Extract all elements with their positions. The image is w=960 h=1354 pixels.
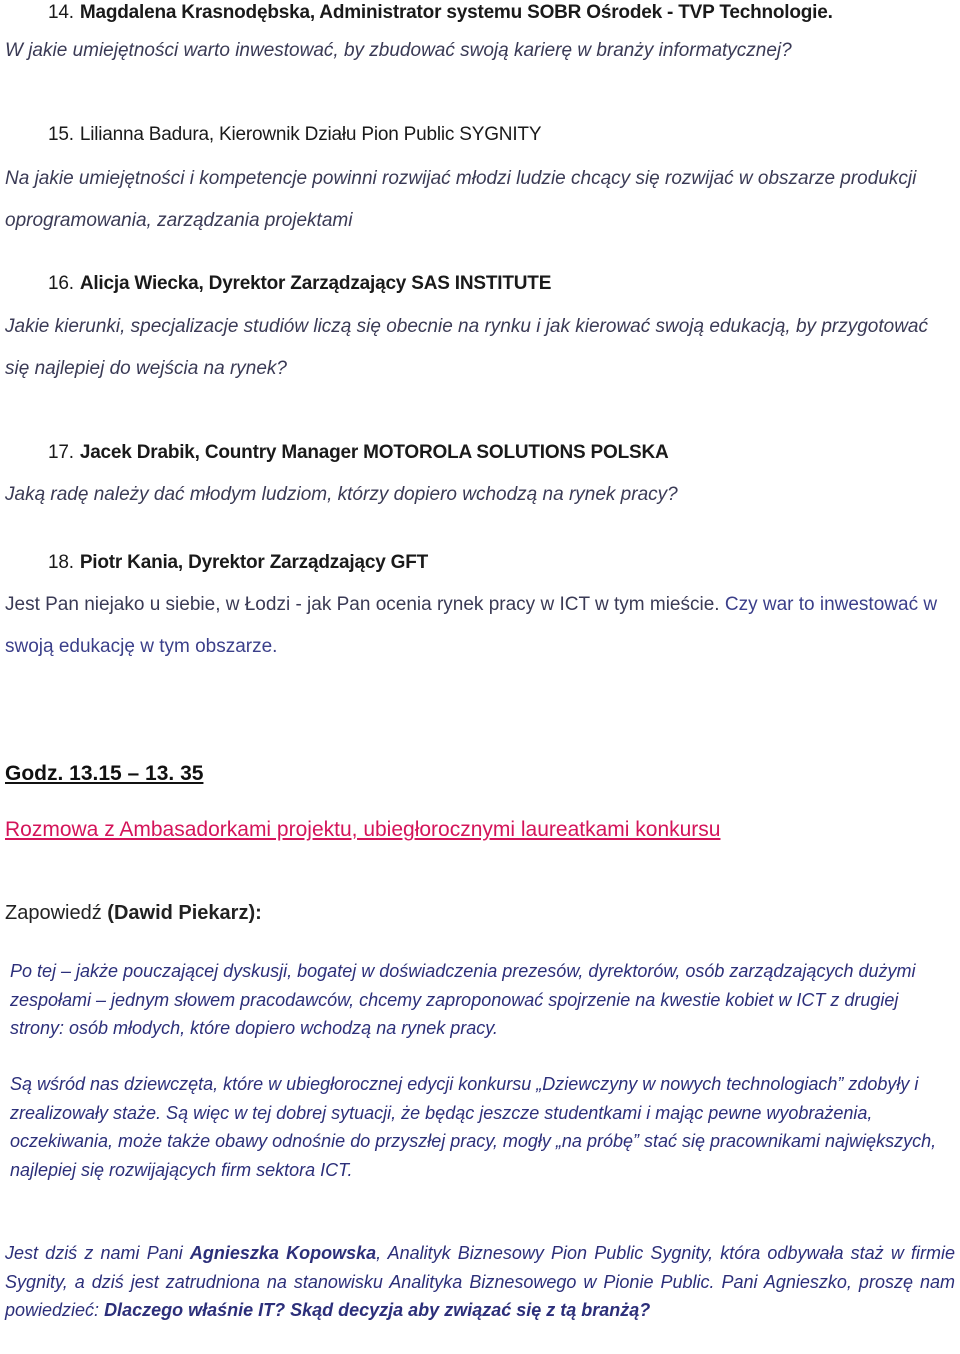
item-16-title [48, 273, 551, 295]
session-time: Godz. 13.15 – 13. 35 [5, 762, 204, 785]
item-14-question: W jakie umiejętności warto inwestować, by zbudować swoją karierę w branży informatycznej? [5, 40, 792, 61]
item-18-speaker: Piotr Kania, Dyrektor Zarządzający GFT [79, 552, 429, 573]
session-paragraph-2: Są wśród nas dziewczęta, które w ubiegłorocznej edycji konkursu „Dziewczyny w nowych technologiach” zdobyły i zrealizowały staże. Są więc w tej dobrej sytuacji, że będąc jeszcze studentkami i mając pewne wyobrażenia, oczekiwania, może także obawy odnośnie do przyszłej pracy, mogły „na próbę” stać się pracownikami największych, najlepiej się rozwijających firm sektora ICT. [10, 1074, 937, 1180]
item-18-question-part2: Czy war to inwestować w swoją edukację w tym obszarze. [5, 594, 938, 657]
item-18-question-part1: Jest Pan niejako u siebie, w Łodzi - jak Pan ocenia rynek pracy w ICT w tym mieście. [5, 594, 720, 615]
paragraph-3-intro: Jest dziś z nami Pani [5, 1243, 190, 1263]
intro-host: (Dawid Piekarz): [107, 902, 262, 924]
session-paragraph-3 [5, 1239, 955, 1325]
item-14-speaker: Magdalena Krasnodębska, Administrator systemu SOBR Ośrodek - TVP Technologie. [79, 2, 833, 23]
intro-label: Zapowiedź [5, 902, 108, 924]
session-intro [5, 902, 262, 925]
item-16-speaker: Alicja Wiecka, Dyrektor Zarządzający SAS INSTITUTE [79, 273, 552, 294]
item-18-question [5, 584, 955, 668]
item-18-number: 18. [48, 552, 74, 573]
paragraph-3-body: , Analityk Biznesowy Pion Public Sygnity, która odbywała staż w firmie Sygnity, a dziś jest zatrudniona na stanowisku Analityka Biznesowego w Pionie Public. Pani Agnieszko, proszę nam powiedzieć: [5, 1243, 955, 1320]
session-title: Rozmowa z Ambasadorkami projektu, ubiegłorocznymi laureatkami konkursu [5, 818, 721, 841]
session-paragraph-1: Po tej – jakże pouczającej dyskusji, bogatej w doświadczenia prezesów, dyrektorów, osób zarządzających dużymi zespołami – jednym słowem pracodawców, chcemy zaproponować spojrzenie na kwestie kobiet w ICT z drugiej strony: osób młodych, które dopiero wchodzą na rynek pracy. [10, 961, 916, 1038]
item-14-title [48, 2, 833, 24]
item-15-speaker: Lilianna Badura, Kierownik Działu Pion Public SYGNITY [79, 124, 542, 145]
item-17-number: 17. [48, 442, 74, 463]
item-17-speaker: Jacek Drabik, Country Manager MOTOROLA SOLUTIONS POLSKA [79, 442, 669, 463]
item-15-question: Na jakie umiejętności i kompetencje powinni rozwijać młodzi ludzie chcący się rozwijać w obszarze produkcji oprogramowania, zarządzania projektami [5, 168, 917, 231]
item-17-title [48, 442, 669, 464]
item-15-number: 15. [48, 124, 74, 145]
item-16-question: Jakie kierunki, specjalizacje studiów liczą się obecnie na rynku i jak kierować swoją edukacją, by przygotować się najlepiej do wejścia na rynek? [5, 316, 928, 379]
item-15-title [48, 124, 541, 146]
paragraph-3-guest-name: Agnieszka Kopowska [189, 1243, 377, 1263]
item-17-question: Jaką radę należy dać młodym ludziom, którzy dopiero wchodzą na rynek pracy? [5, 484, 678, 505]
item-18-title [48, 552, 428, 574]
paragraph-3-question: Dlaczego właśnie IT? Skąd decyzja aby związać się z tą branżą? [104, 1300, 651, 1320]
item-14-number: 14. [48, 2, 74, 23]
item-16-number: 16. [48, 273, 74, 294]
